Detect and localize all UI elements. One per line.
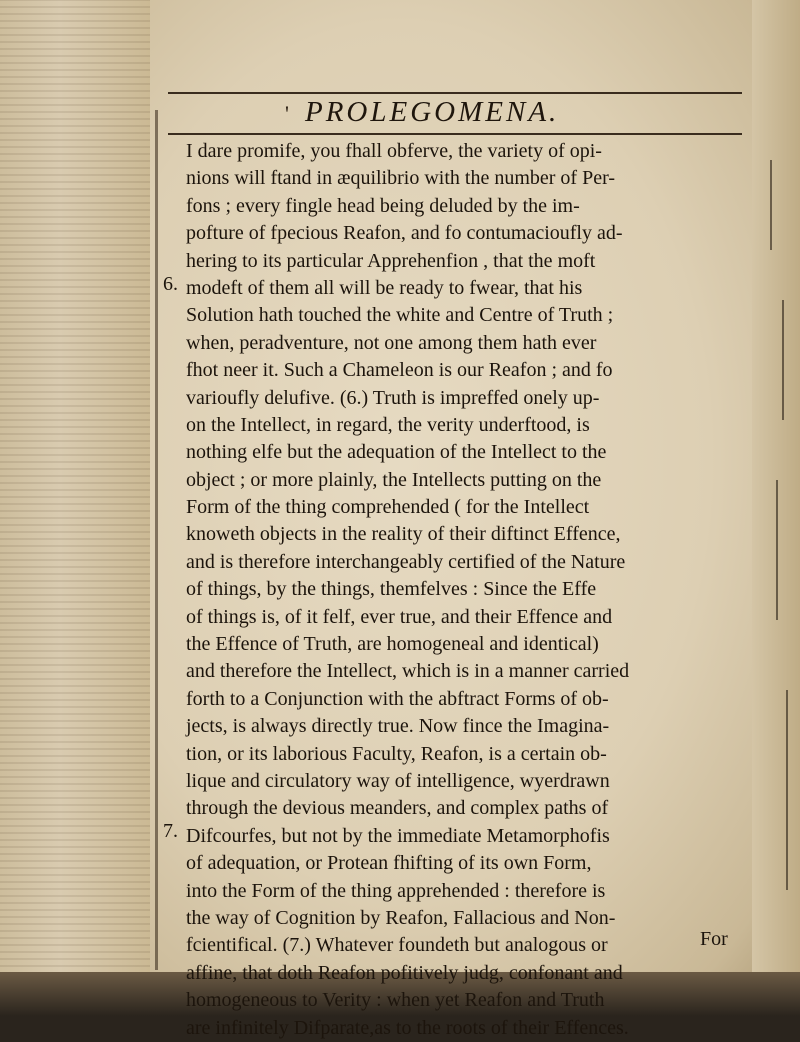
text-line: of things, by the things, themfelves : Since the Effe: [186, 578, 597, 601]
text-line: fons ; every fingle head being deluded by the im-: [186, 194, 580, 217]
text-line: of things is, of it felf, ever true, and their Effence and: [186, 605, 613, 628]
text-line: knoweth objects in the reality of their diftinct Effence,: [186, 523, 621, 546]
text-line: fcientifical. (7.) Whatever foundeth but analogous or: [186, 934, 608, 957]
text-line: jects, is always directly true. Now fince the Imagina-: [186, 715, 610, 738]
text-line: and therefore the Intellect, which is in a manner carried: [186, 660, 630, 683]
running-head: PROLEGOMENA.: [305, 96, 560, 128]
gutter-shadow: [155, 110, 158, 970]
body-text: [186, 138, 746, 1042]
text-line: the Effence of Truth, are homogeneal and identical): [186, 633, 599, 656]
bleed-mark: [776, 480, 778, 620]
text-line: Form of the thing comprehended ( for the Intellect: [186, 496, 590, 519]
text-line: when, peradventure, not one among them hath ever: [186, 331, 597, 354]
margin-number-7: 7.: [163, 820, 178, 842]
bleed-mark: [770, 160, 772, 250]
text-line: I dare promife, you fhall obferve, the variety of opi-: [186, 140, 602, 162]
text-line: affine, that doth Reafon pofitively judg, confonant and: [186, 961, 623, 984]
top-rule: [168, 92, 742, 94]
text-line: the way of Cognition by Reafon, Fallacious and Non-: [186, 906, 616, 929]
text-line: into the Form of the thing apprehended : therefore is: [186, 879, 606, 902]
text-line: modeft of them all will be ready to fwear, that his: [186, 276, 583, 299]
text-line: of adequation, or Protean fhifting of its own Form,: [186, 852, 592, 875]
header-mark: ': [285, 101, 289, 126]
catchword: For: [700, 928, 728, 950]
head-rule: [168, 133, 742, 135]
bleed-mark: [786, 690, 788, 890]
text-line: on the Intellect, in regard, the verity underftood, is: [186, 413, 590, 436]
text-line: are infinitely Difparate,as to the roots of their Effences.: [186, 1016, 629, 1039]
text-line: forth to a Conjunction with the abftract Forms of ob-: [186, 687, 609, 710]
text-line: through the devious meanders, and complex paths of: [186, 797, 609, 820]
right-page-bleed: [752, 0, 800, 1016]
text-line: homogeneous to Verity : when yet Reafon and Truth: [186, 989, 605, 1012]
text-line: tion, or its laborious Faculty, Reafon, is a certain ob-: [186, 742, 607, 765]
margin-number-6: 6.: [163, 273, 178, 295]
text-line: varioufly delufive. (6.) Truth is impreffed onely up-: [186, 386, 600, 409]
text-line: object ; or more plainly, the Intellects putting on the: [186, 468, 602, 491]
text-line: nions will ftand in æquilibrio with the number of Per-: [186, 167, 615, 190]
text-line: fhot neer it. Such a Chameleon is our Reafon ; and fo: [186, 359, 613, 382]
text-line: pofture of fpecious Reafon, and fo contumacioufly ad-: [186, 222, 623, 245]
text-line: and is therefore interchangeably certified of the Nature: [186, 550, 626, 573]
text-line: nothing elfe but the adequation of the Intellect to the: [186, 441, 607, 464]
bleed-mark: [782, 300, 784, 420]
facing-page-edge: [0, 0, 150, 1016]
text-line: lique and circulatory way of intelligence, wyerdrawn: [186, 769, 610, 792]
text-line: hering to its particular Apprehenfion , that the moft: [186, 249, 596, 272]
text-line: Difcourfes, but not by the immediate Metamorphofis: [186, 824, 610, 847]
text-line: Solution hath touched the white and Centre of Truth ;: [186, 304, 614, 327]
